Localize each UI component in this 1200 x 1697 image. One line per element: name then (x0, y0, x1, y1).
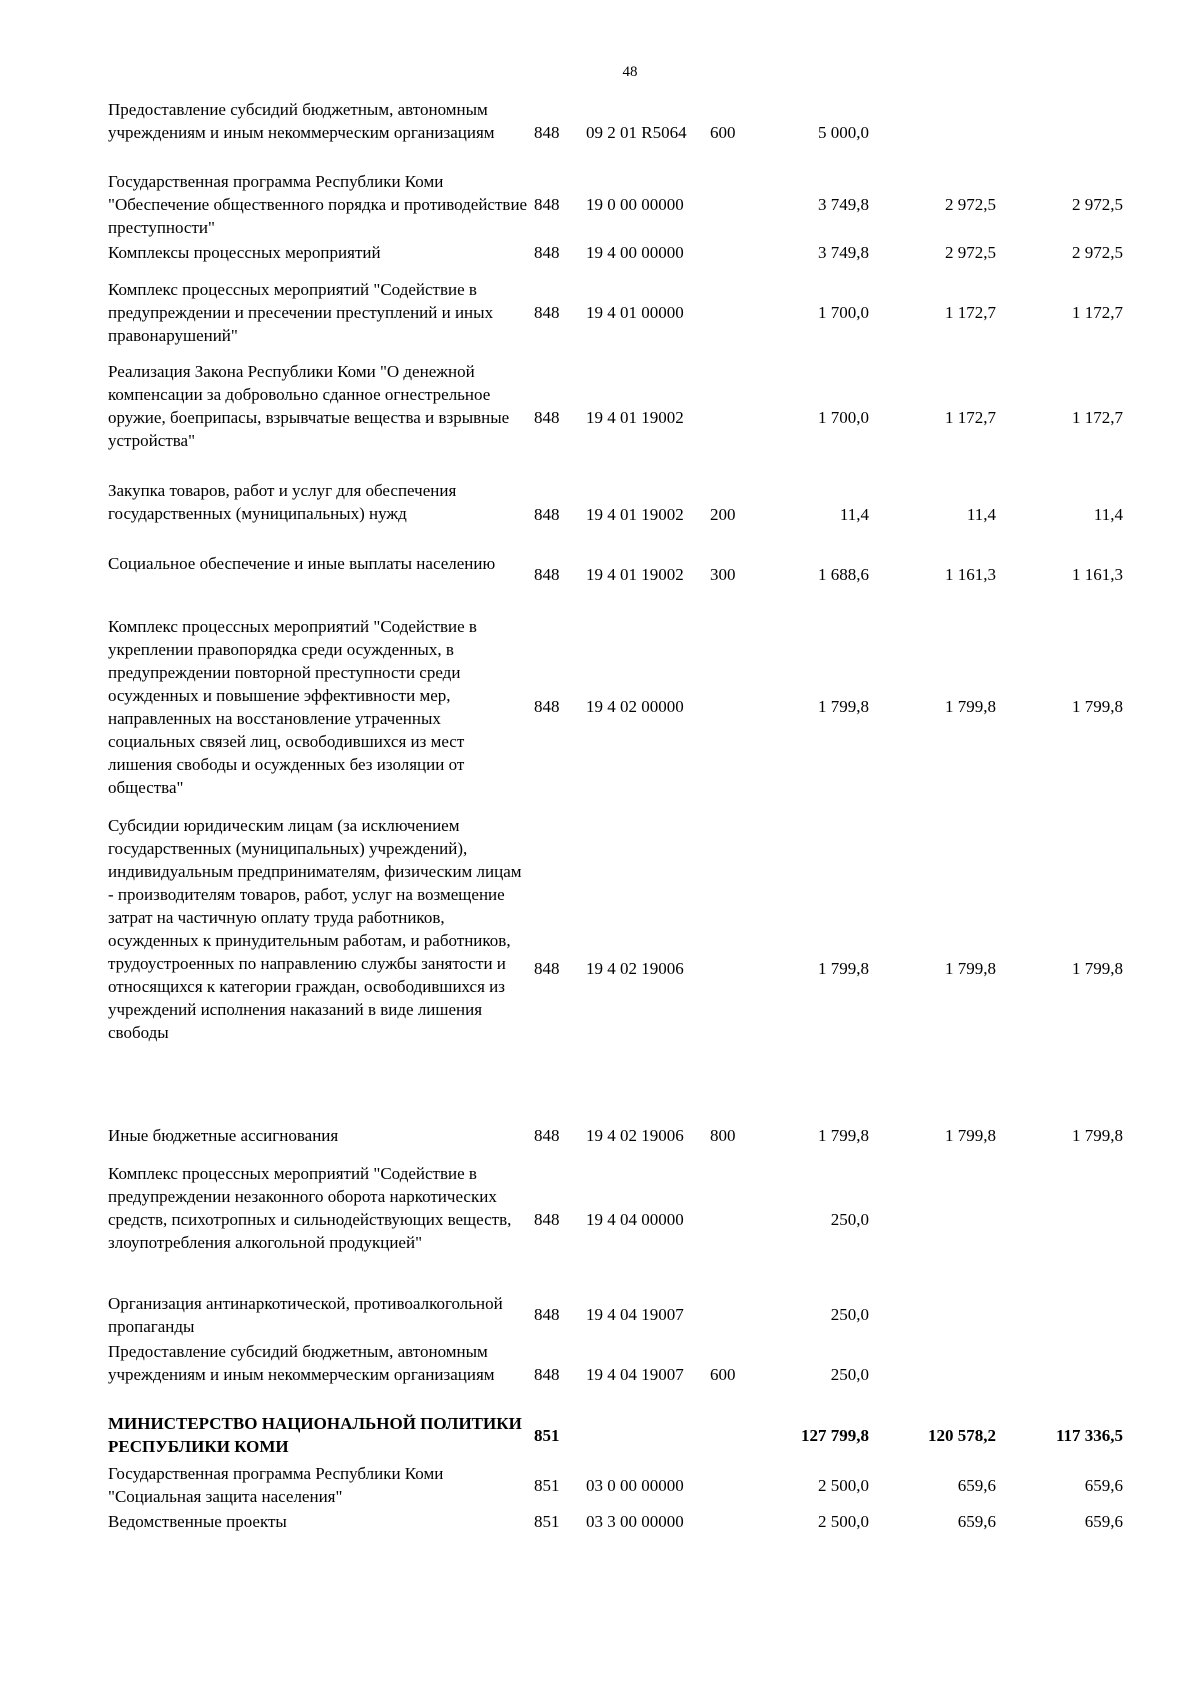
row-csr: 19 4 01 19002 (586, 565, 684, 584)
row-grbs: 851 (534, 1512, 560, 1531)
row-year3: 1 172,7 (1072, 408, 1123, 427)
row-grbs: 848 (534, 1305, 560, 1324)
row-grbs: 848 (534, 123, 560, 142)
row-name: Предоставление субсидий бюджетным, автономным учреждениям и иным некоммерческим организациям (108, 1342, 495, 1384)
row-grbs: 848 (534, 959, 560, 978)
row-name: МИНИСТЕРСТВО НАЦИОНАЛЬНОЙ ПОЛИТИКИ РЕСПУБЛИКИ КОМИ (108, 1414, 522, 1456)
row-year3: 659,6 (1084, 1476, 1123, 1495)
row-grbs: 848 (534, 243, 560, 262)
row-year3: 1 161,3 (1072, 565, 1123, 584)
row-grbs: 848 (534, 697, 560, 716)
row-name: Комплекс процессных мероприятий "Содействие в предупреждении незаконного оборота наркотических средств, психотропных и сильнодействующих веществ, злоупотребления алкогольной продукцией" (108, 1164, 512, 1252)
row-csr: 19 4 04 19007 (586, 1365, 684, 1384)
row-grbs: 848 (534, 565, 560, 584)
row-csr: 19 4 04 00000 (586, 1210, 684, 1229)
row-year1: 1 799,8 (818, 1126, 869, 1145)
row-year2: 1 799,8 (945, 697, 996, 716)
row-year1: 250,0 (830, 1365, 869, 1384)
row-year1: 11,4 (839, 505, 869, 524)
row-year2: 1 172,7 (945, 303, 996, 322)
row-name: Предоставление субсидий бюджетным, автономным учреждениям и иным некоммерческим организациям (108, 100, 495, 142)
row-year2: 1 161,3 (945, 565, 996, 584)
row-year3: 2 972,5 (1072, 243, 1123, 262)
row-year1: 250,0 (830, 1305, 869, 1324)
row-year2: 11,4 (966, 505, 996, 524)
row-csr: 03 0 00 00000 (586, 1476, 684, 1495)
row-year3: 1 172,7 (1072, 303, 1123, 322)
row-name: Закупка товаров, работ и услуг для обеспечения государственных (муниципальных) нужд (108, 481, 457, 523)
row-year2: 2 972,5 (945, 243, 996, 262)
row-name: Субсидии юридическим лицам (за исключением государственных (муниципальных) учреждений), индивидуальным предпринимателям, физическим лицам - производителям товаров, работ, услуг на возмещение затрат на частичную оплату труда работников, осужденных к принудительным работам, и работников, трудоустроенных по направлению службы занятости и относящихся к категории граждан, освободившихся из учреждений исполнения наказаний в виде лишения свободы (108, 816, 522, 1042)
row-name: Реализация Закона Республики Коми "О денежной компенсации за добровольно сданное огнестрельное оружие, боеприпасы, взрывчатые вещества и взрывные устройства" (108, 362, 510, 450)
row-csr: 19 4 02 00000 (586, 697, 684, 716)
row-grbs: 848 (534, 1126, 560, 1145)
row-csr: 03 3 00 00000 (586, 1512, 684, 1531)
row-csr: 19 4 02 19006 (586, 1126, 684, 1145)
row-name: Комплекс процессных мероприятий "Содействие в предупреждении и пресечении преступлений и иных правонарушений" (108, 280, 494, 345)
row-year1: 1 700,0 (818, 303, 869, 322)
row-year1: 250,0 (830, 1210, 869, 1229)
row-grbs: 851 (534, 1426, 560, 1445)
row-year3: 2 972,5 (1072, 195, 1123, 214)
row-csr: 19 4 01 19002 (586, 408, 684, 427)
row-year2: 1 172,7 (945, 408, 996, 427)
row-name: Организация антинаркотической, противоалкогольной пропаганды (108, 1294, 503, 1336)
row-year2: 1 799,8 (945, 1126, 996, 1145)
page-number: 48 (622, 64, 638, 80)
row-csr: 19 4 02 19006 (586, 959, 684, 978)
row-csr: 09 2 01 R5064 (586, 123, 687, 142)
row-csr: 19 4 01 00000 (586, 303, 684, 322)
row-grbs: 848 (534, 408, 560, 427)
row-vr: 200 (710, 505, 736, 524)
row-name: Комплекс процессных мероприятий "Содействие в укреплении правопорядка среди осужденных, в предупреждении повторной преступности среди осужденных и повышение эффективности мер, направленных на восстановление утраченных социальных связей лиц, освободившихся из мест лишения свободы и осужденных без изоляции от общества" (108, 617, 477, 797)
row-grbs: 848 (534, 505, 560, 524)
row-csr: 19 4 01 19002 (586, 505, 684, 524)
row-vr: 800 (710, 1126, 736, 1145)
row-year2: 2 972,5 (945, 195, 996, 214)
row-year1: 5 000,0 (818, 123, 869, 142)
row-year1: 1 700,0 (818, 408, 869, 427)
row-name: Государственная программа Республики Коми "Обеспечение общественного порядка и противодействие преступности" (108, 172, 528, 237)
row-year1: 2 500,0 (818, 1476, 869, 1495)
row-year2: 1 799,8 (945, 959, 996, 978)
row-grbs: 848 (534, 1210, 560, 1229)
row-year1: 1 688,6 (818, 565, 869, 584)
row-grbs: 848 (534, 195, 560, 214)
row-name: Государственная программа Республики Коми "Социальная защита населения" (108, 1464, 444, 1506)
row-csr: 19 4 04 19007 (586, 1305, 684, 1324)
row-year2: 659,6 (957, 1512, 996, 1531)
row-year1: 3 749,8 (818, 243, 869, 262)
row-name: Комплексы процессных мероприятий (108, 243, 381, 262)
row-year1: 2 500,0 (818, 1512, 869, 1531)
row-year3: 11,4 (1093, 505, 1123, 524)
row-grbs: 848 (534, 303, 560, 322)
row-year1: 1 799,8 (818, 697, 869, 716)
row-year3: 1 799,8 (1072, 1126, 1123, 1145)
row-year1: 1 799,8 (818, 959, 869, 978)
row-name: Иные бюджетные ассигнования (108, 1126, 339, 1145)
row-grbs: 848 (534, 1365, 560, 1384)
row-year3: 1 799,8 (1072, 959, 1123, 978)
row-csr: 19 4 00 00000 (586, 243, 684, 262)
row-year3: 659,6 (1084, 1512, 1123, 1531)
row-year2: 120 578,2 (928, 1426, 996, 1445)
row-vr: 600 (710, 123, 736, 142)
row-name: Ведомственные проекты (108, 1512, 287, 1531)
row-year3: 117 336,5 (1055, 1426, 1123, 1445)
row-csr: 19 0 00 00000 (586, 195, 684, 214)
row-name: Социальное обеспечение и иные выплаты населению (108, 554, 496, 573)
row-year1: 3 749,8 (818, 195, 869, 214)
row-vr: 600 (710, 1365, 736, 1384)
row-grbs: 851 (534, 1476, 560, 1495)
row-year3: 1 799,8 (1072, 697, 1123, 716)
row-year2: 659,6 (957, 1476, 996, 1495)
row-vr: 300 (710, 565, 736, 584)
row-year1: 127 799,8 (801, 1426, 869, 1445)
